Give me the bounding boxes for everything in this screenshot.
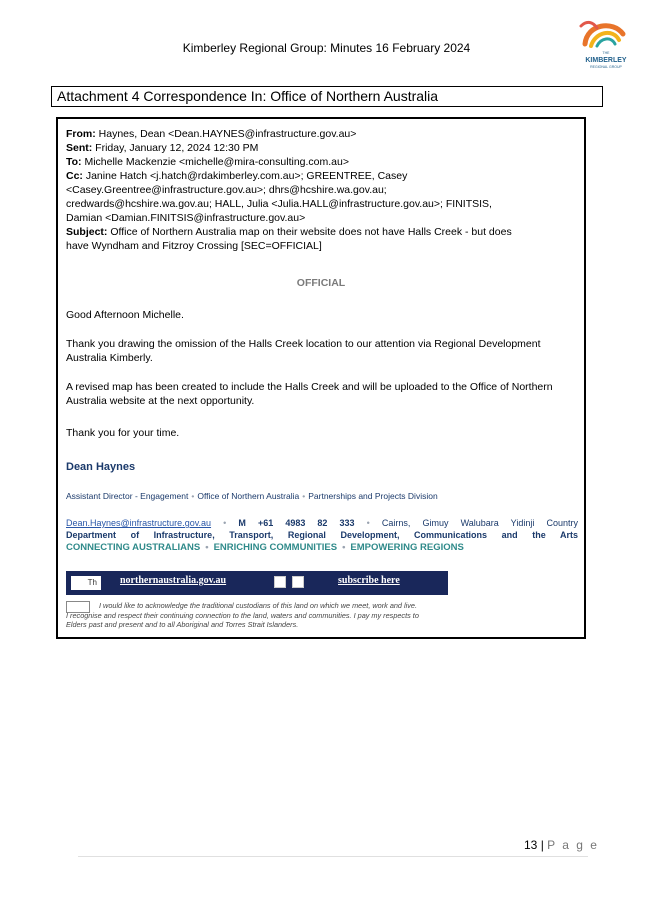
acknowledgement-line-2: I recognise and respect their continuing connection to the land, waters and communities. I pay my respects to	[66, 610, 419, 620]
signature-role: Assistant Director - Engagement	[66, 491, 189, 501]
cc-value-1: Janine Hatch <j.hatch@rdakimberley.com.au>; GREENTREE, Casey	[85, 170, 408, 182]
subscribe-link[interactable]: subscribe here	[338, 575, 400, 586]
cc-line-3: credwards@hcshire.wa.gov.au; HALL, Julia <Julia.HALL@infrastructure.gov.au>; FINITSIS,	[66, 198, 492, 210]
northernaustralia-link[interactable]: northernaustralia.gov.au	[120, 575, 227, 586]
tagline-3: EMPOWERING REGIONS	[350, 542, 464, 553]
signature-division: Partnerships and Projects Division	[308, 491, 438, 501]
footer-divider	[78, 856, 588, 857]
email-paragraph-3: Thank you for your time.	[66, 427, 180, 439]
acknowledgement-line-3: Elders past and present and to all Aboriginal and Torres Strait Islanders.	[66, 620, 299, 629]
signature-banner	[66, 571, 448, 595]
tagline-2: ENRICHING COMMUNITIES	[213, 542, 338, 553]
to-value: Michelle Mackenzie <michelle@mira-consulting.com.au>	[84, 156, 349, 168]
email-paragraph-1: Thank you drawing the omission of the Halls Creek location to our attention via Regional Development Australia Kimberly.	[66, 338, 541, 364]
signature-office: Office of Northern Australia	[197, 491, 300, 501]
cc-line-4: Damian <Damian.FINITSIS@infrastructure.gov.au>	[66, 212, 306, 224]
email-headers	[66, 127, 578, 253]
sent-value: Friday, January 12, 2024 12:30 PM	[95, 142, 259, 154]
acknowledgement-line-1: I would like to acknowledge the traditional custodians of this land on which we meet, work and live.	[99, 601, 417, 610]
subject-line-2: have Wyndham and Fitzroy Crossing [SEC=OFFICIAL]	[66, 240, 322, 252]
image-placeholder-icon	[274, 576, 286, 588]
separator: •	[302, 491, 306, 501]
sent-line	[66, 141, 578, 155]
sent-label: Sent:	[66, 142, 93, 154]
signature-tagline	[66, 542, 578, 554]
banner-image-placeholder: Th	[71, 576, 101, 590]
email-paragraph-2: A revised map has been created to include the Halls Creek and will be uploaded to the Office of Northern Australia website at the next opportunity.	[66, 381, 553, 407]
email-screenshot	[56, 117, 586, 639]
logo-sub-text: REGIONAL GROUP	[590, 65, 622, 69]
signature-location: Cairns, Gimuy Walubara Yidinji Country	[381, 518, 578, 528]
cc-line-2: <Casey.Greentree@infrastructure.gov.au>; dhrs@hcshire.wa.gov.au;	[66, 184, 387, 196]
subject-line	[66, 225, 578, 239]
separator: •	[191, 491, 195, 501]
logo-main-text: KIMBERLEY	[585, 57, 627, 64]
page-number-separator: |	[540, 838, 544, 852]
cc-line	[66, 169, 578, 183]
attachment-title: Attachment 4 Correspondence In: Office of Northern Australia	[51, 86, 603, 107]
logo-text	[578, 50, 634, 71]
acknowledgement-of-country	[66, 601, 566, 630]
separator: •	[205, 542, 209, 553]
separator: •	[223, 518, 227, 528]
logo-top-text: THE	[602, 51, 610, 55]
separator: •	[366, 518, 370, 528]
from-value: Haynes, Dean <Dean.HAYNES@infrastructure.gov.au>	[98, 128, 357, 140]
classification-label: OFFICIAL	[296, 277, 346, 289]
signature-department: Department of Infrastructure, Transport, Regional Development, Communications and the Arts	[66, 530, 578, 540]
separator: •	[342, 542, 346, 553]
email-greeting: Good Afternoon Michelle.	[66, 309, 184, 321]
cc-label: Cc:	[66, 170, 83, 182]
subject-label: Subject:	[66, 226, 108, 238]
page-number	[524, 838, 599, 852]
page-number-value: 13	[524, 838, 538, 852]
from-line	[66, 127, 578, 141]
tagline-1: CONNECTING AUSTRALIANS	[66, 542, 201, 553]
signature-phone: M +61 4983 82 333	[238, 518, 355, 528]
signature-contact	[66, 517, 578, 529]
image-placeholder-icon	[292, 576, 304, 588]
signature-name: Dean Haynes	[66, 461, 136, 473]
page-label: P a g e	[547, 838, 599, 852]
document-header-title: Kimberley Regional Group: Minutes 16 February 2024	[182, 41, 471, 55]
subject-value-1: Office of Northern Australia map on their website does not have Halls Creek - but does	[110, 226, 512, 238]
signature-title	[66, 489, 578, 503]
from-label: From:	[66, 128, 96, 140]
to-label: To:	[66, 156, 82, 168]
signature-email-link[interactable]: Dean.Haynes@infrastructure.gov.au	[66, 518, 212, 528]
to-line	[66, 155, 578, 169]
